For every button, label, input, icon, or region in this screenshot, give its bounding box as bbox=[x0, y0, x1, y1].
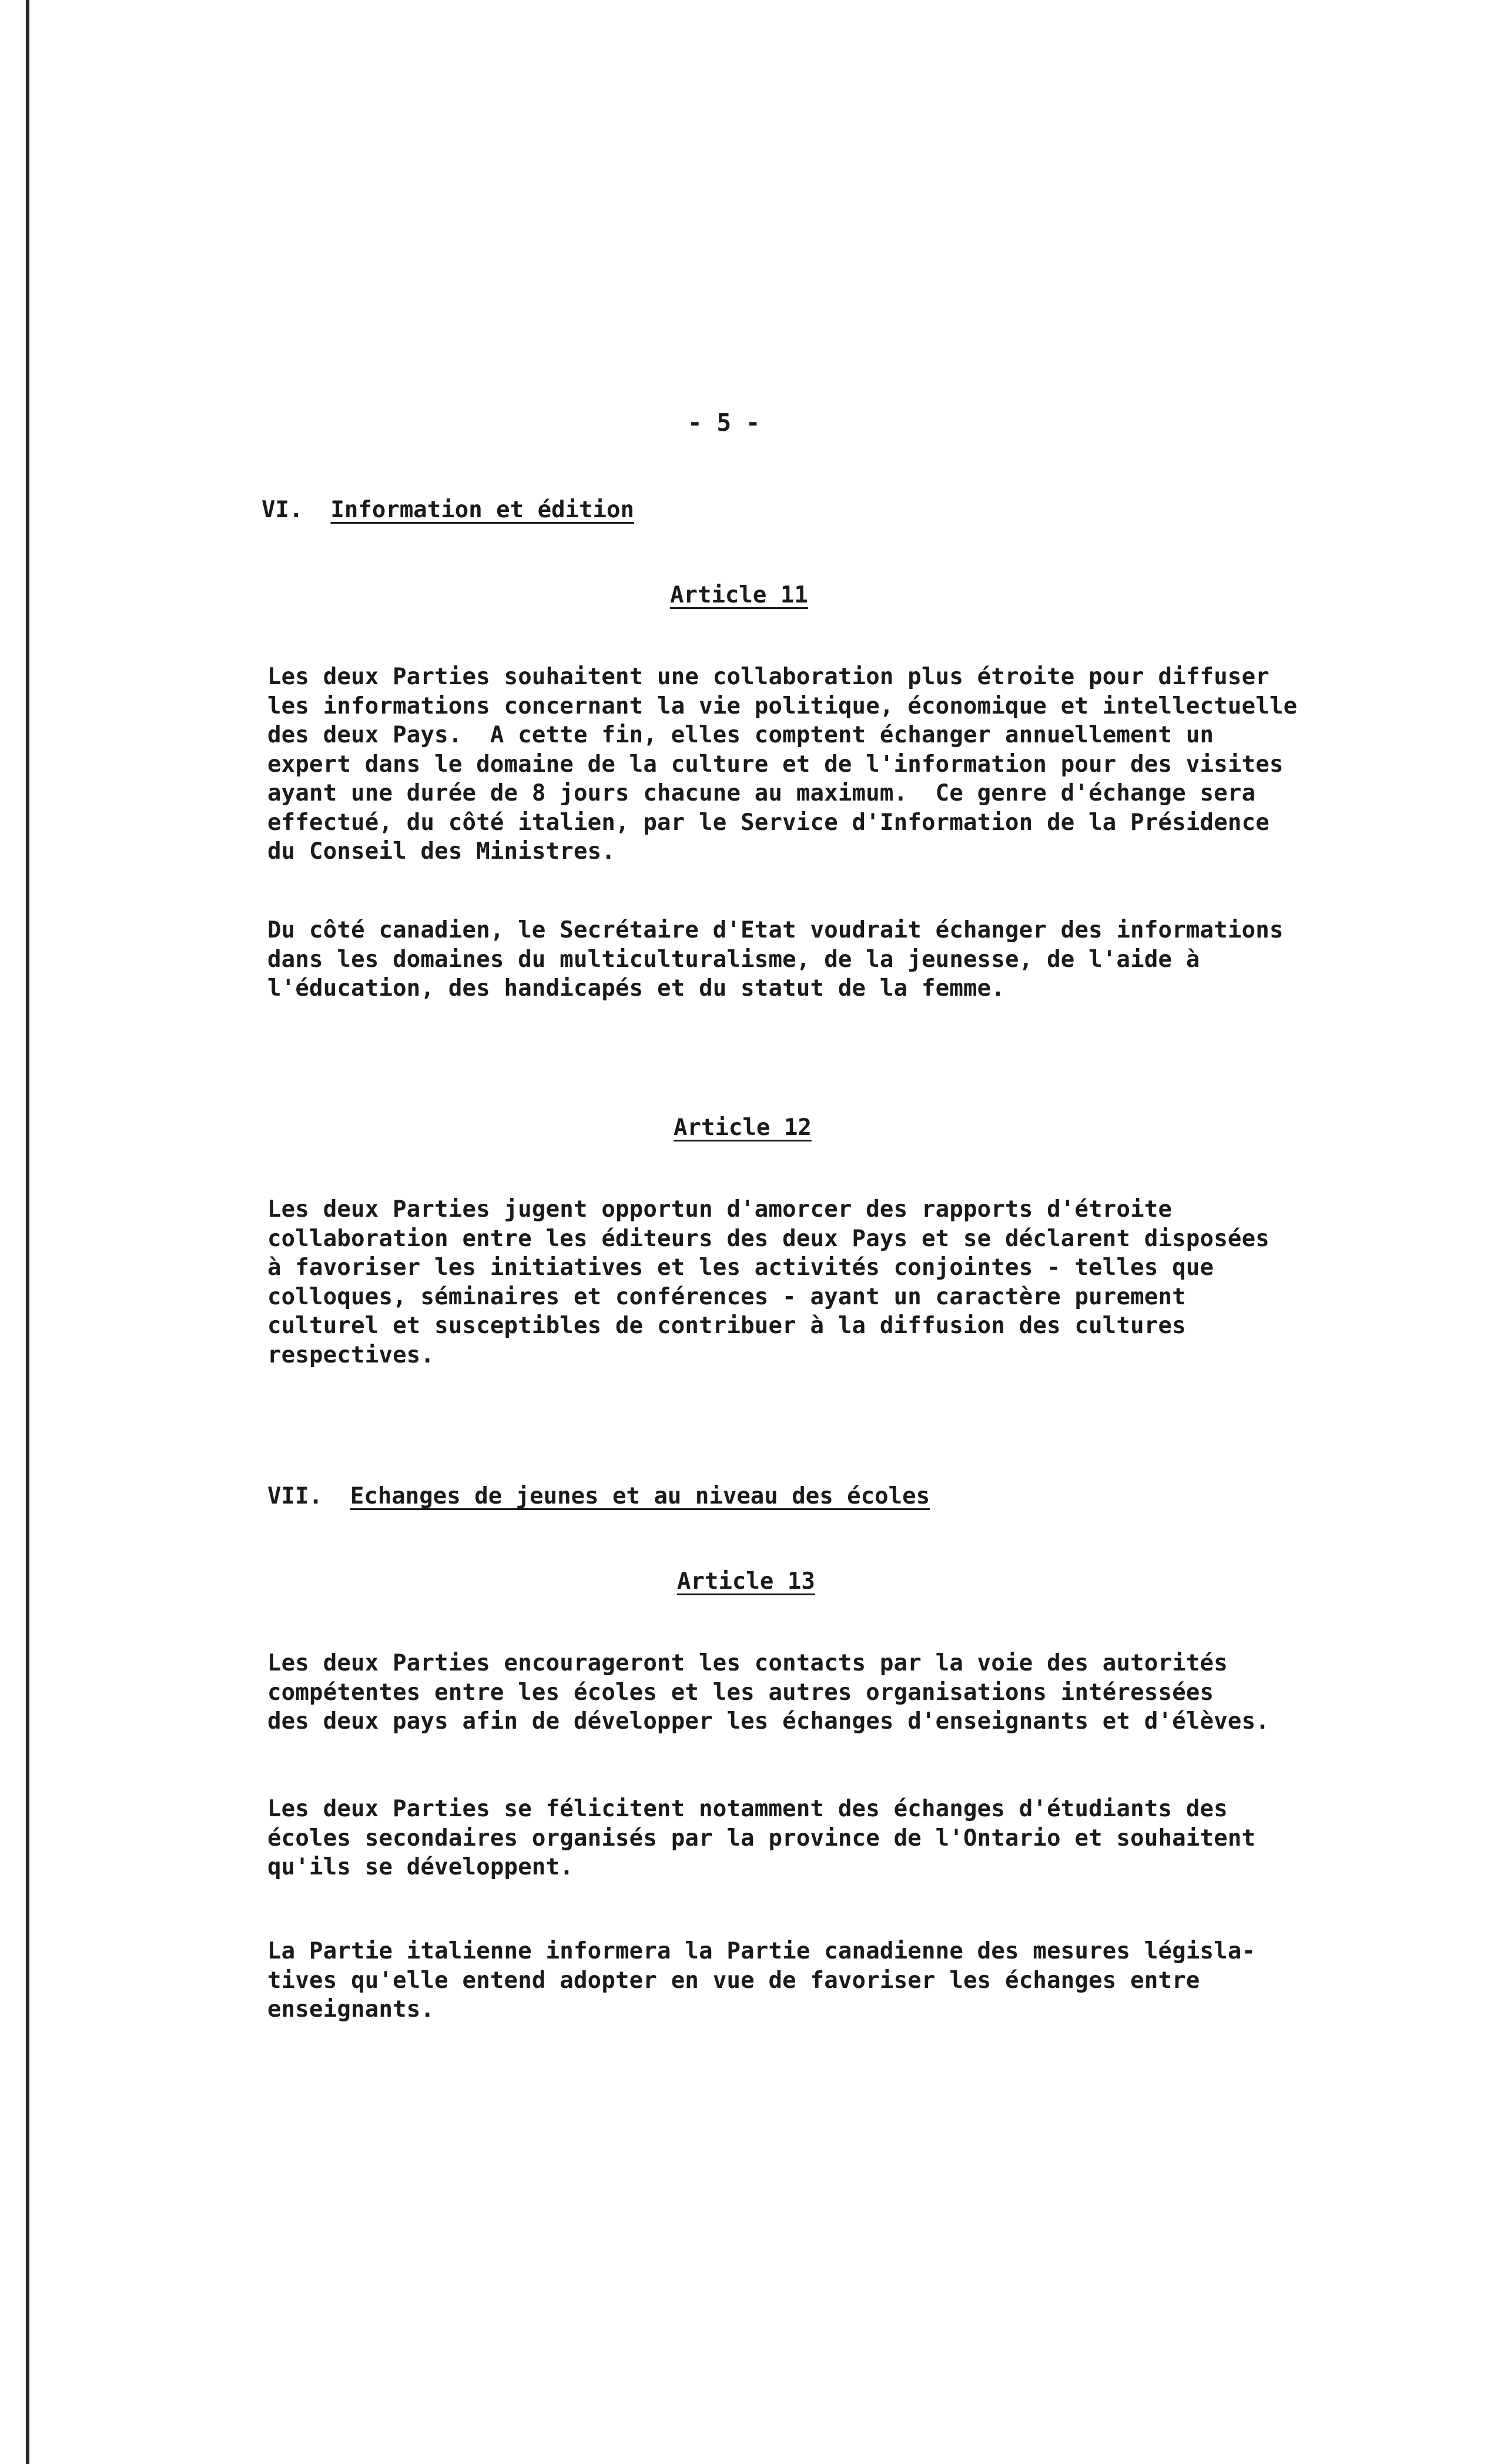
article-heading-11: Article 11 bbox=[670, 582, 808, 608]
page-number: - 5 - bbox=[688, 409, 761, 437]
article-13-paragraph-1: Les deux Parties encourageront les contacts par la voie des autorités compétentes entre les écoles et les autres organisations intéressées des deux pays afin de développer les échanges d'enseignants et d'élèves. bbox=[267, 1650, 1269, 1735]
section-title: Echanges de jeunes et au niveau des écoles bbox=[350, 1483, 930, 1509]
article-heading-13: Article 13 bbox=[677, 1568, 815, 1595]
article-11-paragraph-1: Les deux Parties souhaitent une collaboration plus étroite pour diffuser les informations concernant la vie politique, économique et intellectuelle des deux Pays. A cette fin, elles comptent échanger annuellement un expert dans le domaine de la culture et de l'information pour des visites ayant une durée de 8 jours chacune au maximum. Ce genre d'échange sera effectué, du côté italien, par le Service d'Information de la Présidence du Conseil des Ministres. bbox=[267, 664, 1298, 865]
scan-edge bbox=[26, 0, 29, 2464]
section-heading-vi bbox=[262, 497, 634, 523]
article-heading-12: Article 12 bbox=[674, 1114, 812, 1141]
section-numeral: VI. bbox=[262, 497, 303, 523]
article-11-paragraph-2: Du côté canadien, le Secrétaire d'Etat voudrait échanger des informations dans les domaines du multiculturalisme, de la jeunesse, de l'aide à l'éducation, des handicapés et du statut de la femme. bbox=[267, 917, 1284, 1002]
section-title: Information et édition bbox=[330, 497, 634, 523]
article-13-paragraph-3: La Partie italienne informera la Partie canadienne des mesures législa- tives qu'elle entend adopter en vue de favoriser les échanges entre enseignants. bbox=[267, 1938, 1256, 2023]
article-12-paragraph-1: Les deux Parties jugent opportun d'amorcer des rapports d'étroite collaboration entre les éditeurs des deux Pays et se déclarent disposées à favoriser les initiatives et les activités conjointes - telles que colloques, séminaires et conférences - ayant un caractère purement culturel et susceptibles de contribuer à la diffusion des cultures respectives. bbox=[267, 1196, 1269, 1368]
section-numeral: VII. bbox=[267, 1483, 323, 1509]
section-heading-vii bbox=[267, 1483, 930, 1509]
article-13-paragraph-2: Les deux Parties se félicitent notamment des échanges d'étudiants des écoles secondaires organisés par la province de l'Ontario et souhaitent qu'ils se développent. bbox=[267, 1796, 1256, 1880]
